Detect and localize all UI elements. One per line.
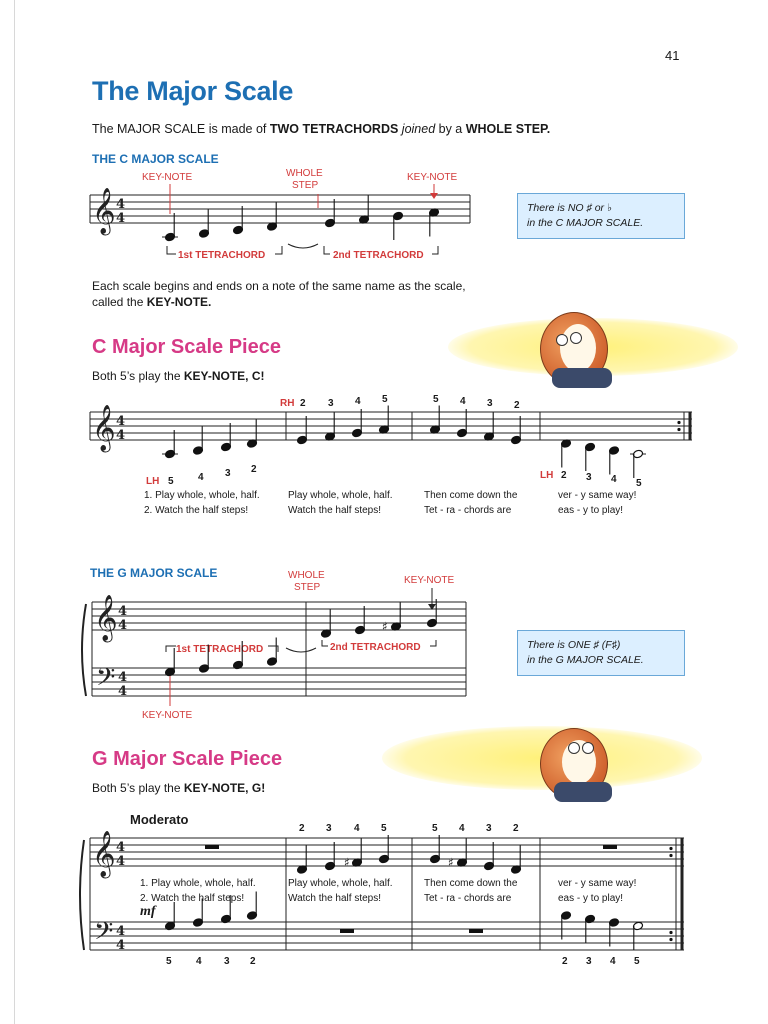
g-lh-finger-3: 3 xyxy=(224,956,230,967)
sharp-icon: ♯ xyxy=(448,855,454,870)
c-rh-finger-3: 4 xyxy=(355,396,361,407)
bracket xyxy=(432,246,438,254)
bass-clef-icon: 𝄢 xyxy=(94,917,114,952)
bass-clef-icon: 𝄢 xyxy=(96,663,116,698)
c-lyric-1-2: Play whole, whole, half. xyxy=(288,490,393,501)
sharp-icon: ♯ xyxy=(344,855,350,870)
g-rh-finger-5: 5 xyxy=(432,823,438,834)
g-scale-heading: THE G MAJOR SCALE xyxy=(90,566,218,580)
time-sig-bottom: 4 xyxy=(118,618,128,633)
c-lyric-2-3: Tet - ra - chords are xyxy=(424,505,512,516)
g-lh-finger-7: 4 xyxy=(610,956,616,967)
tempo-marking: Moderato xyxy=(130,812,189,827)
time-sig-top: 4 xyxy=(116,840,126,855)
g-lh-finger-4: 2 xyxy=(250,956,256,967)
c-sub-b: KEY-NOTE, C! xyxy=(183,369,265,383)
g-lyric-1-3: Then come down the xyxy=(424,878,518,889)
c-rh-label: RH xyxy=(280,398,295,409)
c-lh-label: LH xyxy=(146,476,160,487)
c-rh-finger-8: 2 xyxy=(514,400,520,411)
c-lyric-1-4: ver - y same way! xyxy=(558,490,637,501)
explain-line1: Each scale begins and ends on a note of the same name as the scale, xyxy=(92,279,466,293)
intro-b: TWO TETRACHORDS xyxy=(269,122,399,136)
g-step-label: STEP xyxy=(294,582,321,593)
g-sub-a: Both 5’s play the xyxy=(92,781,184,795)
c-lh-finger-4: 2 xyxy=(251,464,257,475)
c-whole-label: WHOLE xyxy=(286,168,323,179)
repeat-dot xyxy=(677,421,680,424)
c-rh-finger-7: 3 xyxy=(487,398,493,409)
g-first-tetrachord: 1st TETRACHORD xyxy=(176,644,264,655)
page-number: 41 xyxy=(665,48,680,63)
c-first-tetrachord: 1st TETRACHORD xyxy=(178,250,266,261)
sharp-icon: ♯ xyxy=(593,639,599,651)
intro-e: WHOLE STEP. xyxy=(465,122,551,136)
whole-rest xyxy=(603,845,617,849)
g-lyric-2-4: eas - y to play! xyxy=(558,893,624,904)
c-lyric-2-2: Watch the half steps! xyxy=(288,505,382,516)
c-box-b: or xyxy=(591,202,607,214)
g-rh-finger-2: 3 xyxy=(326,823,332,834)
tie xyxy=(288,244,318,248)
c-scale-heading: THE C MAJOR SCALE xyxy=(92,152,219,166)
g-rh-finger-7: 3 xyxy=(486,823,492,834)
g-box-a: There is ONE xyxy=(527,639,591,651)
c-lyric-2-4: eas - y to play! xyxy=(558,505,624,516)
c-rh-finger-1: 2 xyxy=(300,398,306,409)
c-box-a: There is NO xyxy=(527,202,584,214)
repeat-dot xyxy=(669,854,672,857)
g-box-c: in the G MAJOR SCALE. xyxy=(527,654,644,666)
sharp-icon: ♯ xyxy=(382,619,388,634)
c-second-tetrachord: 2nd TETRACHORD xyxy=(333,250,424,261)
g-lh-finger-6: 3 xyxy=(586,956,592,967)
treble-clef-icon: 𝄞 xyxy=(92,188,116,234)
time-sig-bottom: 4 xyxy=(116,428,126,443)
c-rh-finger-2: 3 xyxy=(328,398,334,409)
c-lh-finger-8: 5 xyxy=(636,478,642,489)
g-piece-title: G Major Scale Piece xyxy=(92,748,283,770)
c-piece-title: C Major Scale Piece xyxy=(92,336,281,358)
c-lyric-1-1: 1. Play whole, whole, half. xyxy=(144,490,260,501)
intro-d: by a xyxy=(435,122,466,136)
sharp-icon: ♯ xyxy=(586,202,592,214)
c-lh-label-2: LH xyxy=(540,470,554,481)
g-lh-finger-8: 5 xyxy=(634,956,640,967)
tie xyxy=(286,648,316,652)
g-second-tetrachord: 2nd TETRACHORD xyxy=(330,642,421,653)
arrow-head xyxy=(430,193,438,199)
time-sig-bottom: 4 xyxy=(116,854,126,869)
g-rh-finger-4: 5 xyxy=(381,823,387,834)
c-rh-finger-4: 5 xyxy=(382,394,388,405)
g-keynote-bottom: KEY-NOTE xyxy=(142,710,193,721)
g-lh-finger-5: 2 xyxy=(562,956,568,967)
c-lyric-2-1: 2. Watch the half steps! xyxy=(144,505,249,516)
bracket xyxy=(167,246,176,254)
c-keynote-left: KEY-NOTE xyxy=(142,172,193,183)
g-sub-b: KEY-NOTE, G! xyxy=(183,781,266,795)
time-sig-bottom: 4 xyxy=(118,684,128,699)
repeat-dot xyxy=(669,931,672,934)
g-rh-finger-6: 4 xyxy=(459,823,465,834)
whole-rest xyxy=(469,929,483,933)
g-lyric-1-4: ver - y same way! xyxy=(558,878,637,889)
c-lh-finger-5: 2 xyxy=(561,470,567,481)
treble-clef-icon: 𝄞 xyxy=(94,595,118,641)
intro-a: The MAJOR SCALE is made of xyxy=(92,122,270,136)
g-lyric-1-2: Play whole, whole, half. xyxy=(288,878,393,889)
whole-rest xyxy=(340,929,354,933)
bracket xyxy=(322,640,328,646)
time-sig-bottom: 4 xyxy=(116,211,126,226)
time-sig-top: 4 xyxy=(116,924,126,939)
g-rh-finger-3: 4 xyxy=(354,823,360,834)
c-keynote-right: KEY-NOTE xyxy=(407,172,458,183)
treble-clef-icon: 𝄞 xyxy=(92,405,116,451)
g-whole-label: WHOLE xyxy=(288,570,325,581)
g-lh-finger-2: 4 xyxy=(196,956,202,967)
c-lh-finger-6: 3 xyxy=(586,472,592,483)
g-lh-finger-1: 5 xyxy=(166,956,172,967)
g-rh-finger-8: 2 xyxy=(513,823,519,834)
g-lyric-1-1: 1. Play whole, whole, half. xyxy=(140,878,256,889)
staff-lines xyxy=(90,195,692,950)
c-lh-finger-1: 5 xyxy=(168,476,174,487)
c-lyric-1-3: Then come down the xyxy=(424,490,518,501)
c-step-label: STEP xyxy=(292,180,319,191)
time-sig-top: 4 xyxy=(118,604,128,619)
whole-rest xyxy=(205,845,219,849)
bracket xyxy=(324,246,330,254)
brace xyxy=(80,840,84,950)
g-lyric-2-2: Watch the half steps! xyxy=(288,893,382,904)
intro-c: joined xyxy=(398,122,436,136)
brace xyxy=(82,604,86,696)
repeat-dot xyxy=(677,428,680,431)
c-lh-finger-7: 4 xyxy=(611,474,617,485)
c-rh-finger-6: 4 xyxy=(460,396,466,407)
g-keynote-top: KEY-NOTE xyxy=(404,575,455,586)
time-sig-top: 4 xyxy=(116,414,126,429)
g-lyric-2-1: 2. Watch the half steps! xyxy=(140,893,245,904)
repeat-dot xyxy=(669,938,672,941)
c-lh-finger-2: 4 xyxy=(198,472,204,483)
g-lyric-2-3: Tet - ra - chords are xyxy=(424,893,512,904)
treble-clef-icon: 𝄞 xyxy=(92,831,116,877)
dynamic-mf: mf xyxy=(140,904,156,919)
page-title: The Major Scale xyxy=(92,76,294,106)
repeat-dot xyxy=(669,847,672,850)
time-sig-bottom: 4 xyxy=(116,938,126,953)
g-rh-finger-1: 2 xyxy=(299,823,305,834)
explain-line2b: KEY-NOTE. xyxy=(146,295,212,309)
c-lh-finger-3: 3 xyxy=(225,468,231,479)
time-sig-top: 4 xyxy=(118,670,128,685)
g-box-b: (F♯) xyxy=(598,639,621,651)
c-box-c: in the C MAJOR SCALE. xyxy=(527,217,644,229)
c-rh-finger-5: 5 xyxy=(433,394,439,405)
bracket xyxy=(430,640,436,646)
c-sub-a: Both 5’s play the xyxy=(92,369,184,383)
time-sig-top: 4 xyxy=(116,197,126,212)
bracket xyxy=(275,246,282,254)
flat-icon: ♭ xyxy=(606,202,612,214)
explain-line2a: called the xyxy=(92,295,147,309)
